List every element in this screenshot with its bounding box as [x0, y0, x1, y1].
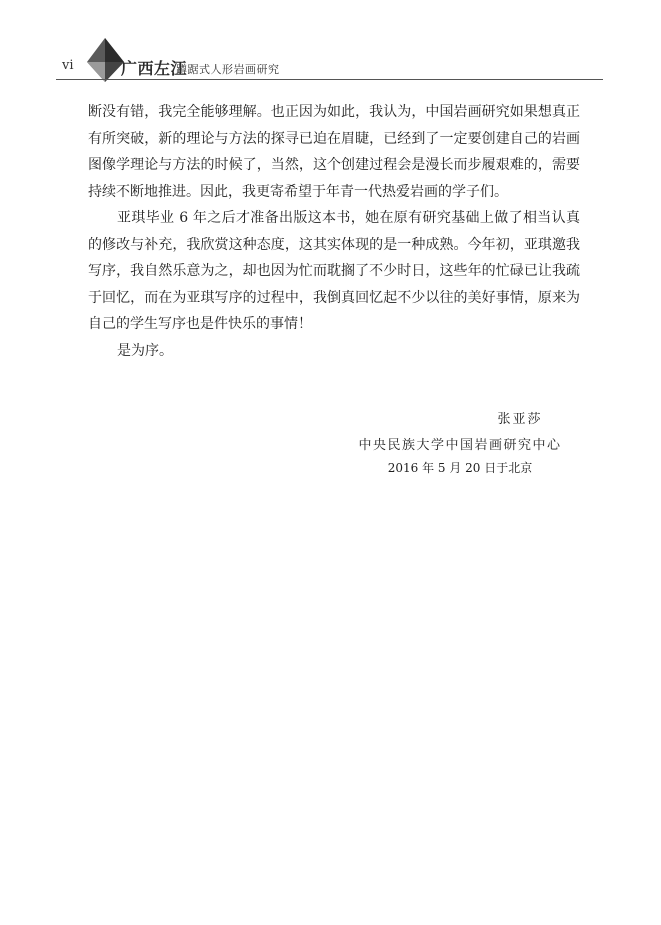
author-organization: 中央民族大学中国岩画研究中心: [358, 438, 562, 453]
signature-date: 2016 年 5 月 20 日于北京: [387, 461, 533, 475]
author-name: 张亚莎: [497, 412, 543, 427]
paragraph: 断没有错，我完全能够理解。也正因为如此，我认为，中国岩画研究如果想真正有所突破，新的理论与方法的探寻已迫在眉睫，已经到了一定要创建自己的岩画图像学理论与方法的时候了，当然，这个创建过程会是漫长而步履艰难的，需要持续不断地推进。因此，我更寄希望于年青一代热爱岩画的学子们。: [88, 104, 580, 200]
preface-body: [88, 99, 580, 364]
page-number: vi: [62, 58, 74, 73]
book-logo-icon: [84, 36, 126, 84]
paragraph: 是为序。: [117, 342, 173, 359]
book-title: 广西左江: [121, 59, 188, 78]
page-header: [0, 0, 661, 92]
paragraph: 亚琪毕业 6 年之后才准备出版这本书，她在原有研究基础上做了相当认真的修改与补充，我欣赏这种态度，这其实体现的是一种成熟。今年初，亚琪邀我写序，我自然乐意为之，却也因为忙而耽搁了不少时日，这些年的忙碌已让我疏于回忆，而在为亚琪写序的过程中，我倒真回忆起不少以往的美好事情，原来为自己的学生写序也是件快乐的事情！: [88, 210, 580, 332]
book-subtitle: 蹲踞式人形岩画研究: [176, 63, 280, 76]
header-divider: [56, 79, 603, 80]
